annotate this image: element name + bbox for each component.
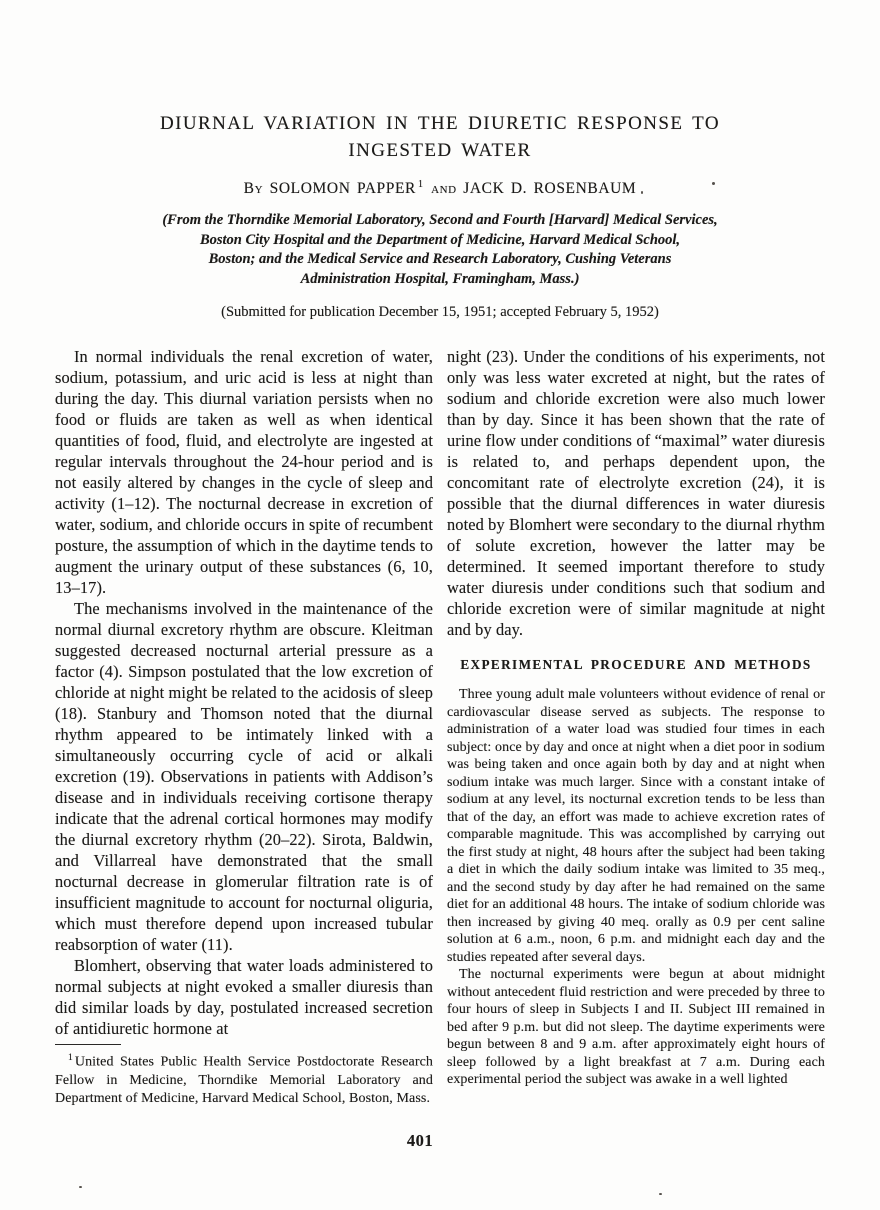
body-paragraph: night (23). Under the conditions of his experiments, not only was less water excreted at night, but the rates of sodium and chloride excretion were also much lower than by day. Since it has been shown that the rate of urine flow under conditions of “maximal” water diuresis is related to, and perhaps dependent upon, the concomitant rate of electrolyte excretion (24), it is possible that the diurnal differences in water diuresis noted by Blomhert were secondary to the diurnal rhythm of solute excretion, however the latter may be determined. It seemed important therefore to study water diuresis under conditions such that sodium and chloride excretion were of similar magnitude at night and by day.	[447, 347, 825, 640]
left-column	[55, 346, 433, 1108]
byline-author-2: JACK D. ROSENBAUM	[463, 180, 637, 198]
affiliation-line: Boston City Hospital and the Department of Medicine, Harvard Medical School,	[199, 231, 681, 248]
submitted-note: (Submitted for publication December 15, 1951; accepted February 5, 1952)	[221, 304, 659, 321]
article-title-line-1: DIURNAL VARIATION IN THE DIURETIC RESPONSE TO	[160, 113, 720, 134]
footnote-text: United States Public Health Service Postdoctorate Research Fellow in Medicine, Thorndike Memorial Laboratory and Department of Medicine, Harvard Medical School, Boston, Mass.	[55, 1054, 433, 1106]
body-paragraph: The mechanisms involved in the maintenance of the normal diurnal excretory rhythm are obscure. Kleitman suggested decreased nocturnal arterial pressure as a factor (4). Simpson postulated that the low excretion of chloride at night might be related to the acidosis of sleep (18). Stanbury and Thomson noted that the diurnal rhythm appeared to be intimately linked with a simultaneously occurring cycle of acid or alkali excretion (19). Observations in patients with Addison’s disease and in individuals receiving cortisone therapy indicate that the adrenal cortical hormones may modify the diurnal excretory rhythm (20–22). Sirota, Baldwin, and Villarreal have demonstrated that the small nocturnal decrease in glomerular filtration rate is of insufficient magnitude to account for nocturnal oliguria, which must therefore depend upon increased tubular reabsorption of water (11).	[55, 599, 433, 955]
scan-speck	[659, 1193, 662, 1195]
scan-speck	[641, 191, 643, 194]
methods-paragraph: Three young adult male volunteers without evidence of renal or cardiovascular disease served as subjects. The response to administration of a water load was studied four times in each subject: once by day and once at night when a diet poor in sodium was being taken and once again both by day and at night when sodium intake was much larger. Since with a constant intake of sodium at any level, its nocturnal excretion tends to be less than that of the day, an effort was made to achieve excretion rates of comparable magnitude. This was accomplished by carrying out the first study at night, 48 hours after the subject had been taking a diet in which the daily sodium intake was limited to 35 meq., and the second study by day after he had remained on the same diet for an additional 48 hours. The intake of sodium chloride was then increased by giving 40 meq. orally as 0.9 per cent saline solution at 6 a.m., noon, 6 p.m. and midnight each day and the studies repeated after several days.	[447, 687, 825, 965]
page-number: 401	[406, 1131, 434, 1150]
byline-author-1: SOLOMON PAPPER	[269, 180, 416, 198]
right-column	[447, 346, 825, 1108]
section-heading-experimental-procedure: EXPERIMENTAL PROCEDURE AND METHODS	[460, 657, 812, 673]
article-body	[0, 346, 880, 1108]
byline-footnote-mark: 1	[418, 179, 424, 190]
article-title-line-2: INGESTED WATER	[348, 140, 532, 161]
scan-speck	[712, 182, 715, 185]
byline	[0, 179, 880, 198]
body-paragraph: In normal individuals the renal excretion of water, sodium, potassium, and uric acid is less at night than during the day. This diurnal variation persists when no food or fluids are taken as well as when identical quantities of food, fluid, and electrolyte are ingested at regular intervals throughout the 24-hour period and is not easily altered by changes in the cycle of sleep and activity (1–12). The nocturnal decrease in excretion of water, sodium, and chloride occurs in spite of recumbent posture, the assumption of which in the daytime tends to augment the urinary output of these substances (6, 10, 13–17).	[55, 347, 433, 598]
article-header	[0, 0, 880, 321]
footnote	[55, 1049, 433, 1108]
affiliation-block	[0, 211, 880, 289]
scan-speck	[79, 1186, 82, 1188]
byline-and: and	[431, 180, 457, 198]
byline-by: By	[243, 180, 264, 198]
affiliation-line: Boston; and the Medical Service and Research Laboratory, Cushing Veterans	[208, 251, 672, 268]
body-paragraph: Blomhert, observing that water loads administered to normal subjects at night evoked a smaller diuresis than did similar loads by day, postulated increased secretion of antidiuretic hormone at	[55, 956, 433, 1039]
article-title	[0, 110, 880, 164]
methods-paragraph: The nocturnal experiments were begun at about midnight without antecedent fluid restriction and were preceded by three to four hours of sleep in Subjects I and II. Subject III remained in bed after 9 p.m. but did not sleep. The daytime experiments were begun between 8 and 9 a.m. after approximately eight hours of sleep followed by a light breakfast at 7 a.m. During each experimental period the subject was awake in a well lighted	[447, 967, 825, 1088]
affiliation-line: Administration Hospital, Framingham, Mass.)	[300, 270, 580, 287]
footnote-rule	[55, 1044, 121, 1045]
affiliation-line: (From the Thorndike Memorial Laboratory, Second and Fourth [Harvard] Medical Services,	[162, 212, 718, 229]
footnote-mark: 1	[68, 1053, 73, 1064]
